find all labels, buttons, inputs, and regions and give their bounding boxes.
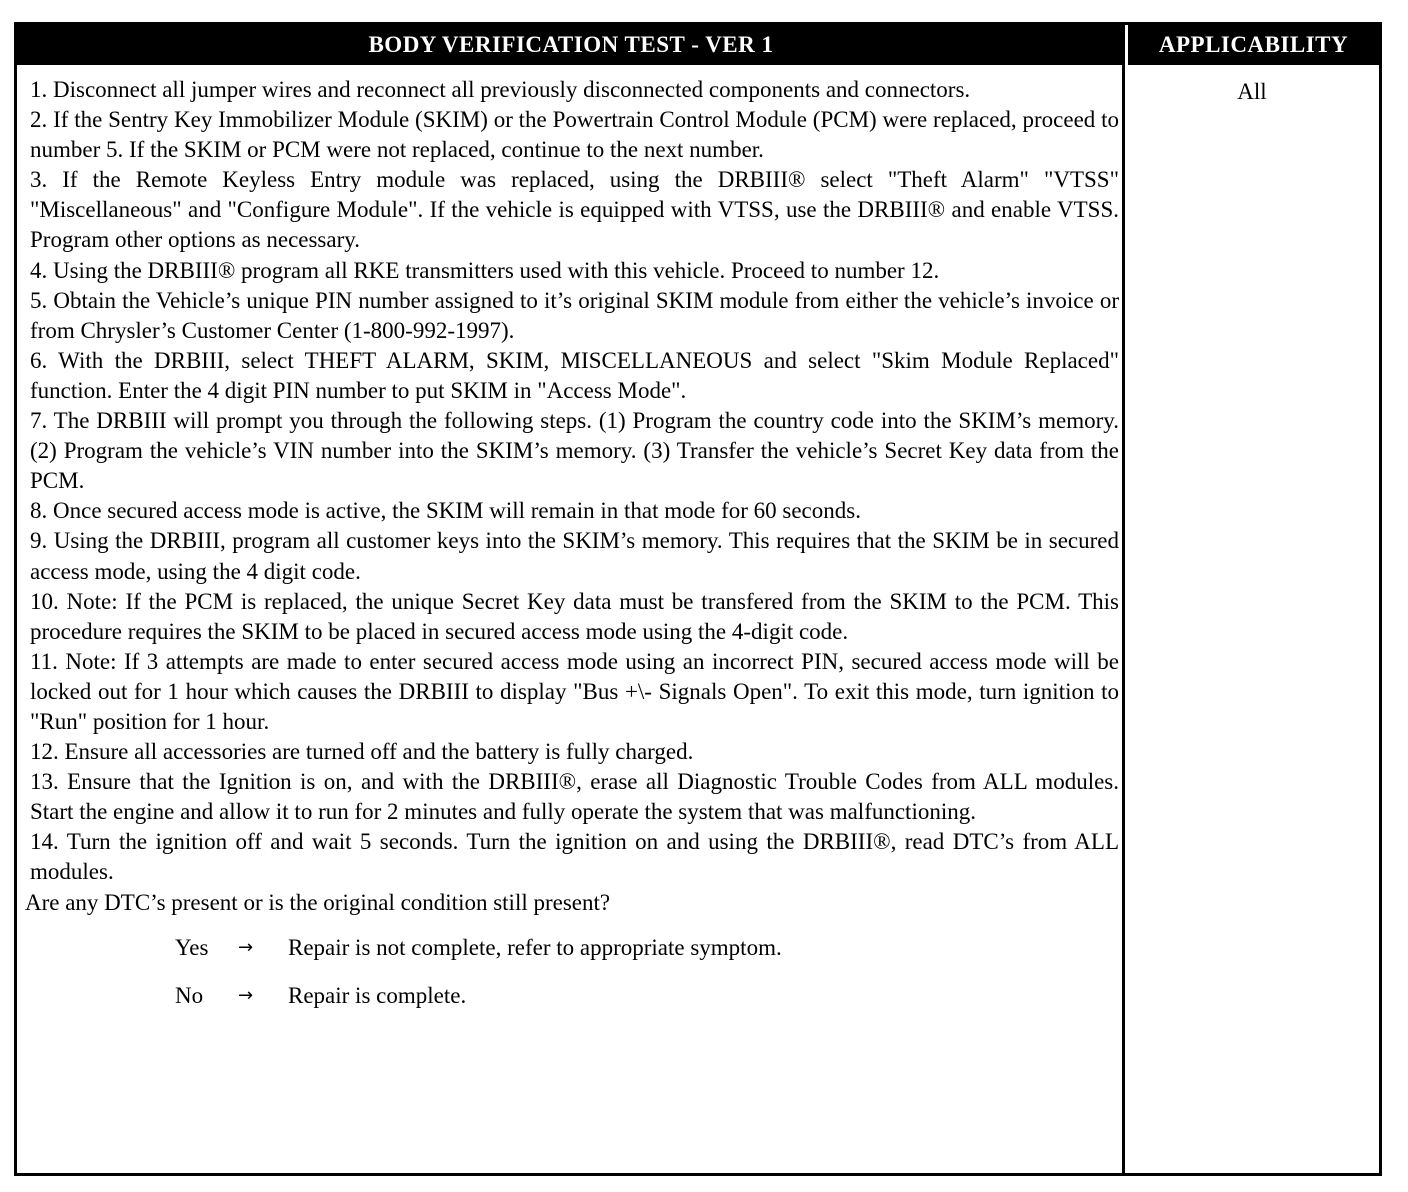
step-item: 3. If the Remote Keyless Entry module was replaced, using the DRBIII® select "Theft Alarm" "VTSS" "Miscellaneous" and "Configure Module". If the vehicle is equipped with VTSS, use the DRBIII® and enable VTSS. Program other options as necessary. (30, 167, 1119, 253)
step-item: 2. If the Sentry Key Immobilizer Module (SKIM) or the Powertrain Control Module (PCM) were replaced, proceed to number 5. If the SKIM or PCM were not replaced, continue to the next number. (30, 107, 1119, 163)
step-item: 5. Obtain the Vehicle’s unique PIN number assigned to it’s original SKIM module from either the vehicle’s invoice or from Chrysler’s Customer Center (1-800-992-1997). (30, 287, 1119, 343)
answer-no-label: No (175, 982, 204, 1008)
column-divider (1122, 65, 1125, 1173)
step-item: 6. With the DRBIII, select THEFT ALARM, SKIM, MISCELLANEOUS and select "Skim Module Replaced" function. Enter the 4 digit PIN number to put SKIM in "Access Mode". (30, 347, 1119, 403)
step-item: 4. Using the DRBIII® program all RKE transmitters used with this vehicle. Proceed to number 12. (30, 257, 940, 283)
step-item: 7. The DRBIII will prompt you through the following steps. (1) Program the country code into the SKIM’s memory. (2) Program the vehicle’s VIN number into the SKIM’s memory. (3) Transfer the vehicle’s Secret Key data from the PCM. (30, 408, 1119, 494)
test-title: BODY VERIFICATION TEST - VER 1 (368, 32, 774, 57)
answer-list (30, 924, 1119, 1020)
right-arrow-icon: → (238, 936, 254, 958)
answer-yes-label: Yes (175, 934, 209, 960)
step-item: 11. Note: If 3 attempts are made to enter secured access mode using an incorrect PIN, secured access mode will be locked out for 1 hour which causes the DRBIII to display "Bus +\- Signals Open". To exit this mode, turn ignition to "Run" position for 1 hour. (30, 648, 1119, 734)
step-item: 13. Ensure that the Ignition is on, and with the DRBIII®, erase all Diagnostic Trouble Codes from ALL modules. Start the engine and allow it to run for 2 minutes and fully operate the system that was malfunctioning. (30, 769, 1119, 825)
answer-no-text: Repair is complete. (288, 982, 467, 1008)
applicability-cell (1125, 77, 1379, 107)
diagnostic-question: Are any DTC’s present or is the original condition still present? (25, 889, 611, 915)
answer-yes (30, 924, 1119, 972)
applicability-value: All (1237, 79, 1267, 104)
verification-test-table (14, 22, 1382, 1176)
answer-no (30, 972, 1119, 1020)
step-item: 14. Turn the ignition off and wait 5 seconds. Turn the ignition on and using the DRBIII®, read DTC’s from ALL modules. (30, 829, 1119, 885)
step-item: 12. Ensure all accessories are turned off and the battery is fully charged. (30, 739, 694, 765)
answer-yes-text: Repair is not complete, refer to appropriate symptom. (288, 934, 782, 960)
step-item: 10. Note: If the PCM is replaced, the unique Secret Key data must be transfered from the SKIM to the PCM. This procedure requires the SKIM to be placed in secured access mode using the 4-digit code. (30, 588, 1119, 644)
right-arrow-icon: → (238, 984, 254, 1006)
applicability-header: APPLICABILITY (1158, 32, 1349, 57)
step-item: 8. Once secured access mode is active, the SKIM will remain in that mode for 60 seconds. (30, 498, 861, 524)
procedure-cell (25, 75, 1119, 1020)
step-item: 1. Disconnect all jumper wires and reconnect all previously disconnected components and connectors. (30, 77, 971, 102)
table-header (17, 25, 1379, 65)
step-item: 9. Using the DRBIII, program all customer keys into the SKIM’s memory. This requires that the SKIM be in secured access mode, using the 4 digit code. (30, 528, 1119, 584)
